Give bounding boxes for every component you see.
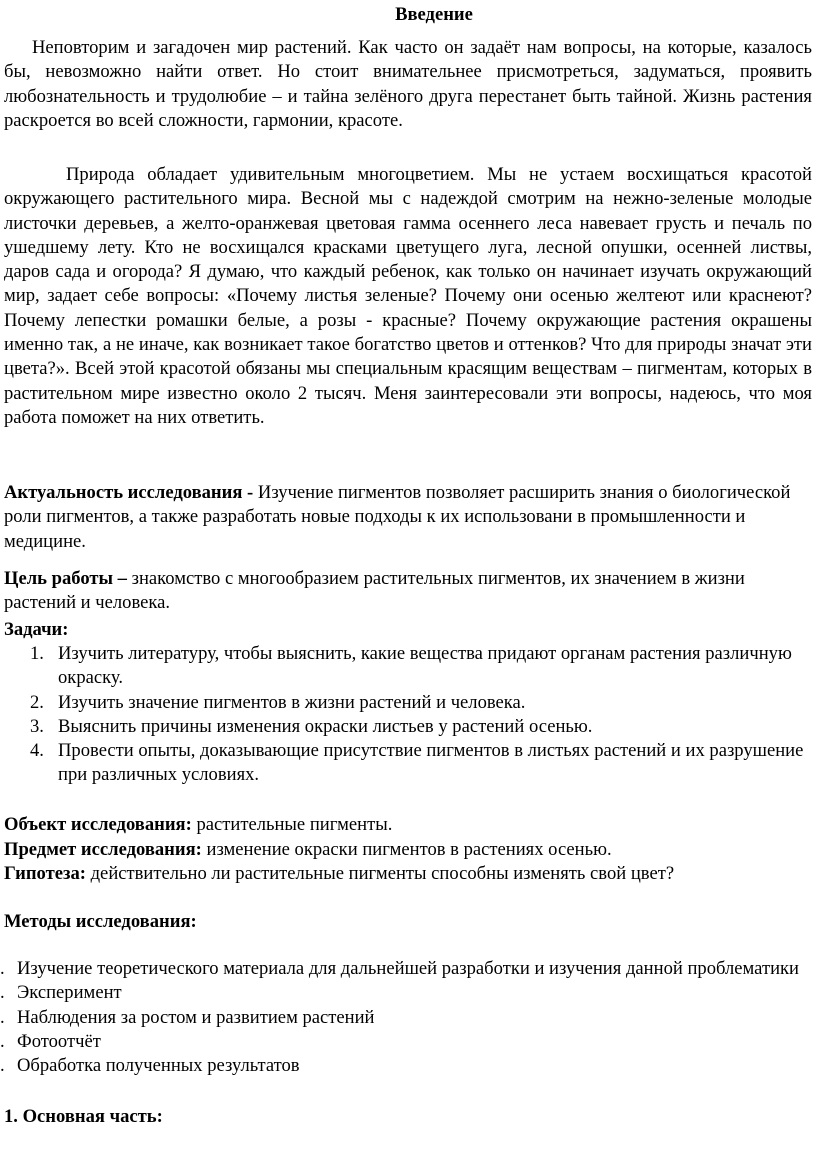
- tasks-heading: [4, 618, 816, 642]
- tasks-label: Задачи:: [4, 619, 69, 640]
- list-item: [0, 1030, 814, 1054]
- list-item-marker: .: [0, 1055, 5, 1077]
- list-item-text: Фотоотчёт: [17, 1030, 101, 1052]
- intro-paragraph-2: Природа обладает удивительным многоцветием. Мы не устаем восхищаться красотой окружающего растительного мира. Весной мы с надеждой смотрим на нежно-зеленые молодые листочки деревьев, а желто-оранжевая цветовая гамма осеннего леса навевает грусть и печаль по ушедшему лету. Кто не восхищался красками цветущего луга, лесной опушки, осенней листвы, даров сада и огорода? Я думаю, что каждый ребенок, как только он начинает изучать окружающий мир, задает себе вопросы: «Почему листья зеленые? Почему они осенью желтеют или краснеют? Почему лепестки ромашки белые, а розы - красные? Почему окружающие растения окрашены именно так, а не иначе, как возникает такое богатство цветов и оттенков? Что для природы значат эти цвета?». Всей этой красотой обязаны мы специальным красящим веществам – пигментам, которых в растительном мире известно около 2 тысяч. Меня заинтересовали эти вопросы, надеюсь, что моя работа поможет на них ответить.: [4, 164, 812, 428]
- methods-list: [0, 957, 814, 1078]
- relevance-label: Актуальность исследования -: [4, 482, 254, 503]
- page-title: Введение: [395, 4, 473, 25]
- list-item: [0, 739, 814, 788]
- main-part-heading: [4, 1105, 816, 1129]
- list-item-marker: .: [0, 1030, 5, 1052]
- subject-section: [4, 838, 816, 862]
- list-item-text: Изучить значение пигментов в жизни растений и человека.: [58, 691, 526, 713]
- hypothesis-label: Гипотеза:: [4, 863, 86, 884]
- subject-label: Предмет исследования:: [4, 839, 202, 860]
- list-item-marker: .: [0, 958, 5, 979]
- goal-section: [4, 567, 816, 616]
- list-item-number: 3.: [30, 715, 44, 737]
- list-item-marker: .: [0, 1006, 5, 1028]
- list-item-number: 4.: [30, 740, 44, 762]
- list-item: [0, 642, 814, 691]
- hypothesis-section: [4, 862, 816, 886]
- subject-text: изменение окраски пигментов в растениях осенью.: [201, 839, 612, 860]
- list-item: [0, 691, 814, 715]
- relevance-text: Изучение пигментов позволяет расширить знания о биологической роли пигментов, а также разработать новые подходы к их использовани в промышленности и медицине.: [4, 482, 791, 552]
- main-part-label: 1. Основная часть:: [4, 1106, 163, 1127]
- list-item-number: 1.: [30, 643, 44, 664]
- list-item: [0, 715, 814, 739]
- object-label: Объект исследования:: [4, 814, 192, 835]
- tasks-list: [0, 642, 814, 788]
- methods-heading: [4, 910, 816, 934]
- object-text: растительные пигменты.: [191, 814, 393, 835]
- list-item: [0, 957, 814, 981]
- goal-text: знакомство с многообразием растительных пигментов, их значением в жизни растений и человека.: [4, 568, 745, 614]
- object-section: [4, 813, 816, 837]
- list-item-text: Обработка полученных результатов: [17, 1055, 300, 1077]
- list-item-text: Провести опыты, доказывающие присутствие пигментов в листьях растений и их разрушение при различных условиях.: [58, 740, 804, 786]
- list-item-marker: .: [0, 982, 5, 1004]
- list-item-text: Изучение теоретического материала для дальнейшей разработки и изучения данной проблематики: [17, 958, 800, 979]
- list-item-text: Наблюдения за ростом и развитием растений: [17, 1006, 375, 1028]
- list-item: [0, 1054, 814, 1078]
- list-item-text: Выяснить причины изменения окраски листьев у растений осенью.: [58, 715, 593, 737]
- relevance-section: [4, 481, 816, 554]
- intro-paragraph-1: Неповторим и загадочен мир растений. Как часто он задаёт нам вопросы, на которые, казалось бы, невозможно найти ответ. Но стоит внимательнее присмотреться, задуматься, проявить любознательность и трудолюбие – и тайна зелёного друга перестанет быть тайной. Жизнь растения раскроется во всей сложности, гармонии, красоте.: [4, 37, 812, 131]
- goal-label: Цель работы –: [4, 568, 127, 589]
- list-item-number: 2.: [30, 691, 44, 713]
- hypothesis-text: действительно ли растительные пигменты способны изменять свой цвет?: [85, 863, 675, 884]
- list-item: [0, 981, 814, 1005]
- list-item-text: Изучить литературу, чтобы выяснить, какие вещества придают органам растения различную окраску.: [58, 643, 792, 689]
- methods-label: Методы исследования:: [4, 911, 197, 932]
- list-item: [0, 1006, 814, 1030]
- list-item-text: Эксперимент: [17, 982, 122, 1004]
